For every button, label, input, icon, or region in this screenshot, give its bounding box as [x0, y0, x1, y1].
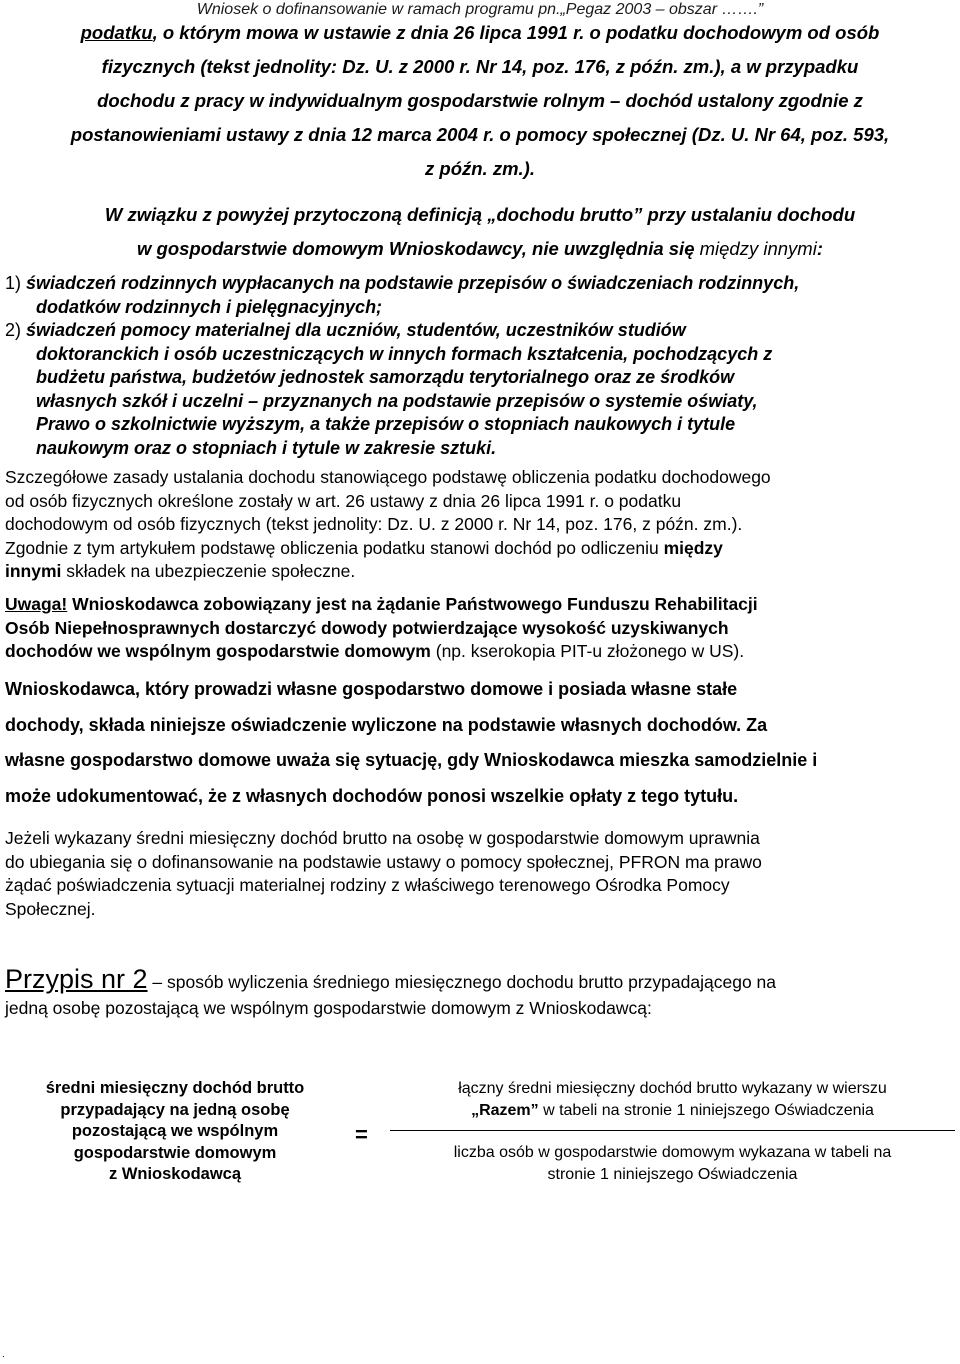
paragraph-line: Jeżeli wykazany średni miesięczny dochód brutto na osobę w gospodarstwie domowym uprawnia [5, 828, 760, 848]
warning-text: Wnioskodawca zobowiązany jest na żądanie Państwowego Funduszu Rehabilitacji [67, 594, 758, 614]
formula-result-label [20, 1078, 330, 1186]
paragraph-line: do ubiegania się o dofinansowanie na podstawie ustawy o pomocy społecznej, PFRON ma prawo [5, 851, 762, 872]
exclusion-intro-line [5, 232, 955, 266]
footnote-line: jedną osobę pozostającą we wspólnym gospodarstwie domowym z Wnioskodawcą: [5, 998, 652, 1018]
list-item-continuation [5, 343, 955, 461]
paragraph-line [5, 560, 955, 584]
exclusion-list [5, 272, 955, 460]
exclusion-intro-line: W związku z powyżej przytoczoną definicją „dochodu brutto” przy ustalaniu dochodu [104, 204, 856, 225]
formula-result-line: przypadający na jedną osobę [60, 1100, 290, 1119]
paragraph-line: od osób fizycznych określone zostały w art. 26 ustawy z dnia 26 lipca 1991 r. o podatku [5, 490, 682, 511]
list-item-row [5, 319, 955, 343]
paragraph-text: Zgodnie z tym artykułem podstawę obliczenia podatku stanowi dochód po odliczeniu [5, 537, 664, 558]
paragraph-line: Wnioskodawca, który prowadzi własne gospodarstwo domowe i posiada własne stałe [5, 679, 738, 699]
list-item-text: naukowym oraz o stopniach i tytule w zakresie sztuki. [36, 437, 497, 458]
paragraph-line: dochody, składa niniejsze oświadczenie wyliczone na podstawie własnych dochodów. Za [5, 714, 768, 735]
emphasis-text: innymi [5, 561, 62, 581]
formula-result-line: pozostającą we wspólnym [71, 1122, 279, 1140]
income-formula [0, 1078, 960, 1198]
exclusion-intro-note: między innymi [694, 238, 817, 259]
warning-line: Osób Niepełnosprawnych dostarczyć dowody potwierdzające wysokość uzyskiwanych [5, 617, 729, 638]
warning-line [5, 640, 955, 664]
definition-paragraph [5, 16, 955, 186]
warning-paragraph [5, 593, 955, 664]
formula-numerator [390, 1078, 955, 1121]
exclusion-intro-colon: : [816, 238, 823, 259]
footnote-line [5, 966, 955, 995]
list-item-text: dodatków rodzinnych i pielęgnacyjnych; [36, 296, 383, 317]
paragraph-line: żądać poświadczenia sytuacji materialnej rodziny z właściwego terenowego Ośrodka Pomocy [5, 875, 730, 895]
tax-details-paragraph [5, 466, 955, 584]
list-item-text: świadczeń rodzinnych wypłacanych na podstawie przepisów o świadczeniach rodzinnych, [21, 273, 800, 293]
warning-label: Uwaga! [5, 594, 68, 614]
definition-line: postanowieniami ustawy z dnia 12 marca 2004 r. o pomocy społecznej (Dz. U. Nr 64, poz. 593, [70, 124, 890, 145]
list-item-text: Prawo o szkolnictwie wyższym, a także przepisów o stopniach naukowych i tytule [36, 414, 736, 434]
emphasis-text: między [663, 537, 723, 558]
footnote-2 [5, 966, 955, 1021]
paragraph-line: Społecznej. [5, 898, 96, 919]
definition-line [5, 16, 955, 50]
formula-result-line: gospodarstwie domowym [73, 1143, 277, 1162]
list-item-text: własnych szkół i uczelni – przyznanych na podstawie przepisów o systemie oświaty, [36, 390, 758, 411]
paragraph-line: dochodowym od osób fizycznych (tekst jednolity: Dz. U. z 2000 r. Nr 14, poz. 176, z późn. zm.). [5, 514, 743, 534]
definition-line: fizycznych (tekst jednolity: Dz. U. z 2000 r. Nr 14, poz. 176, z późn. zm.), a w przypadku [101, 56, 859, 77]
numerator-text: w tabeli na stronie 1 niniejszego Oświadczenia [538, 1101, 874, 1119]
list-number: 2) [5, 320, 22, 340]
list-number: 1) [5, 273, 22, 293]
paragraph-text: składek na ubezpieczenie społeczne. [61, 561, 356, 581]
denominator-line: liczba osób w gospodarstwie domowym wykazana w tabeli na [453, 1144, 892, 1161]
footnote-text: – sposób wyliczenia średniego miesięcznego dochodu brutto przypadającego na [147, 972, 777, 992]
numerator-line: łączny średni miesięczny dochód brutto wykazany w wierszu [458, 1080, 887, 1097]
formula-result-line: z Wnioskodawcą [108, 1165, 242, 1183]
running-header: Wniosek o dofinansowanie w ramach programu pn.„Pegaz 2003 – obszar …….” [196, 1, 764, 18]
paragraph-line: Szczegółowe zasady ustalania dochodu stanowiącego podstawę obliczenia podatku dochodowego [5, 467, 771, 487]
pfron-paragraph [5, 827, 955, 921]
paragraph-line: własne gospodarstwo domowe uważa się sytuację, gdy Wnioskodawca mieszka samodzielnie i [5, 750, 818, 770]
paragraph-line: może udokumentować, że z własnych dochodów ponosi wszelkie opłaty z tego tytułu. [5, 785, 739, 806]
list-item [5, 272, 955, 319]
denominator-line: stronie 1 niniejszego Oświadczenia [547, 1165, 798, 1183]
paragraph-line [5, 537, 955, 561]
warning-note: (np. kserokopia PIT-u złożonego w US). [430, 641, 745, 661]
page-end-dot: . [2, 1349, 5, 1360]
definition-line: dochodu z pracy w indywidualnym gospodarstwie rolnym – dochód ustalony zgodnie z [97, 90, 863, 111]
warning-line [5, 593, 955, 617]
formula-denominator [390, 1142, 955, 1185]
formula-result-line: średni miesięczny dochód brutto [45, 1079, 305, 1097]
own-household-paragraph [5, 672, 955, 814]
definition-line: z późn. zm.). [425, 158, 535, 179]
razem-label: „Razem” [471, 1101, 539, 1119]
exclusion-intro-text: w gospodarstwie domowym Wnioskodawcy, nie uwzględnia się [136, 238, 695, 259]
warning-text: dochodów we wspólnym gospodarstwie domowym [5, 641, 431, 661]
numerator-line [390, 1100, 955, 1122]
podatku-link[interactable]: podatku [80, 22, 153, 43]
footnote-label: Przypis nr 2 [5, 964, 148, 994]
list-item-text: doktoranckich i osób uczestniczących w innych formach kształcenia, pochodzących z [36, 343, 773, 364]
list-item [5, 319, 955, 460]
definition-text: , o którym mowa w ustawie z dnia 26 lipca 1991 r. o podatku dochodowym od osób [152, 22, 880, 43]
fraction-bar [390, 1130, 955, 1131]
list-item-text: budżetu państwa, budżetów jednostek samorządu terytorialnego oraz ze środków [36, 367, 735, 387]
list-item-text: świadczeń pomocy materialnej dla uczniów, studentów, uczestników studiów [21, 320, 686, 340]
exclusion-intro [5, 198, 955, 266]
equals-sign: = [355, 1122, 368, 1147]
